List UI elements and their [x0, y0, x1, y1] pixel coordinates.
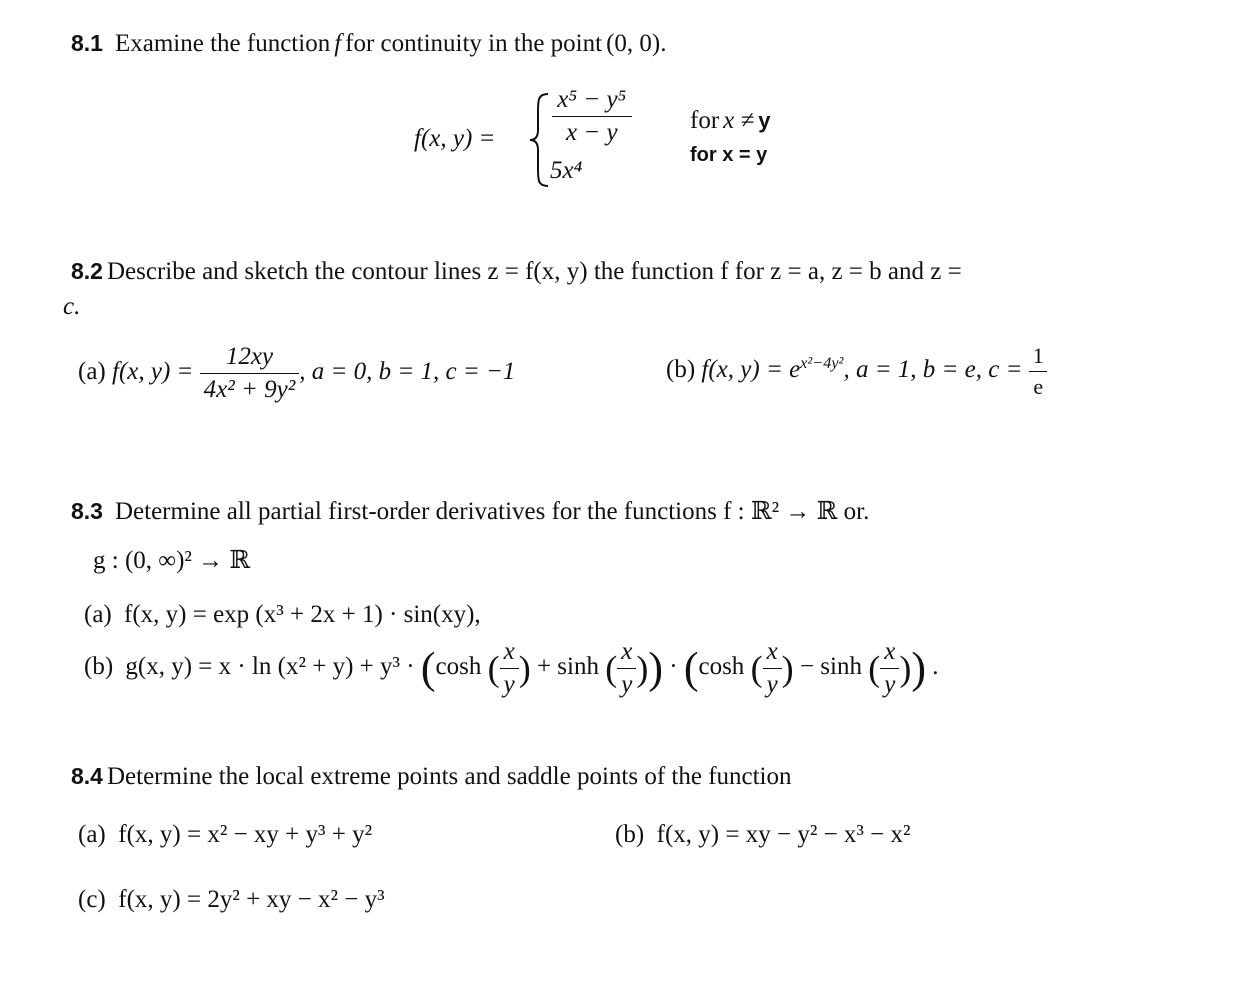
subproblem-label: (b) [666, 356, 696, 384]
point-value: (0, 0). [606, 30, 667, 57]
subproblem-8-4-c: (c) f(x, y) = 2y² + xy − x² − y³ [78, 886, 385, 913]
problem-text: Describe and sketch the contour lines z = f(x, y) the function f for z = a, z = b and z = [106, 258, 962, 285]
case1-denominator: x − y [552, 116, 632, 147]
paren-open: ( [420, 643, 436, 693]
case2-condition: for x = y [690, 144, 768, 166]
formula-lhs: f(x, y) = e [701, 356, 801, 384]
problem-text: Determine the local extreme points and saddle points of the function [106, 763, 792, 790]
subproblem-8-3-b [84, 638, 938, 699]
formula-params: , a = 0, b = 1, c = −1 [299, 358, 516, 386]
problem-text: for continuity in the point [345, 30, 603, 57]
fraction-denominator: y [500, 668, 519, 699]
left-brace-icon [528, 92, 552, 188]
paren-open: ( [605, 648, 618, 689]
fraction-numerator: 12xy [225, 343, 274, 370]
paren-close: ) [648, 643, 663, 693]
subproblem-8-4-b: (b) f(x, y) = xy − y² − x³ − x² [615, 821, 911, 848]
problem-8-2-heading [71, 258, 962, 286]
paren-open: ( [487, 648, 500, 689]
paren-close: ) [518, 648, 531, 689]
formula-exponent: x²−4y² [800, 353, 844, 372]
formula-params: , a = 1, b = e, c = [843, 356, 1023, 384]
paren-open: ( [868, 648, 881, 689]
formula-lhs: f(x, y) = [112, 358, 194, 386]
subproblem-label: (a) [78, 358, 106, 386]
fraction-numerator: x [766, 638, 778, 665]
sinh-label: sinh [820, 653, 862, 681]
paren-open: ( [750, 648, 763, 689]
formula-prefix: g(x, y) = x · ln (x² + y) + y³ · [125, 653, 415, 681]
problem-8-3-heading [71, 496, 869, 526]
condition-math: x ≠ [723, 107, 755, 134]
fraction-numerator: x [884, 638, 896, 665]
fraction-denominator: y [617, 668, 636, 699]
paren-close: ) [911, 643, 926, 693]
paren-close: ) [899, 648, 912, 689]
problem-text: Examine the function [114, 30, 331, 57]
operator: + [536, 653, 552, 681]
subproblem-8-4-a: (a) f(x, y) = x² − xy + y³ + y² [78, 821, 373, 848]
paren-close: ) [781, 648, 794, 689]
problem-8-1-heading [71, 30, 666, 58]
period: . [932, 653, 939, 681]
case1-condition [690, 107, 770, 135]
problem-number: 8.3 [71, 498, 103, 524]
fraction-denominator: e [1029, 371, 1047, 400]
cosh-label: cosh [698, 653, 745, 681]
operator: − [799, 653, 815, 681]
problem-text-continuation: c. [63, 293, 81, 320]
problem-number: 8.4 [71, 763, 103, 789]
operator: · [669, 653, 678, 681]
case1-fraction [552, 86, 632, 147]
piecewise-lhs: f(x, y) = [414, 125, 496, 152]
function-symbol: f [334, 30, 342, 57]
problem-text: Determine all partial first-order derivatives for the functions f : ℝ² → ℝ or. [114, 498, 870, 525]
subproblem-8-3-a [84, 601, 481, 629]
problem-8-4-heading [71, 763, 792, 791]
cosh-label: cosh [435, 653, 482, 681]
subproblem-8-2-b [666, 343, 1048, 400]
condition-word: for [690, 107, 720, 134]
subproblem-label: (b) [84, 653, 114, 681]
formula: f(x, y) = exp (x³ + 2x + 1) · sin(xy), [124, 601, 481, 628]
subproblem-label: (a) [84, 601, 112, 628]
fraction-denominator: y [880, 668, 899, 699]
condition-y: y [758, 108, 771, 133]
problem-text-continuation: g : (0, ∞)² → ℝ [93, 547, 251, 574]
fraction-numerator: 1 [1032, 343, 1044, 368]
paren-open: ( [683, 643, 699, 693]
case1-numerator: x⁵ − y⁵ [557, 86, 627, 113]
case2-expression: 5x⁴ [550, 157, 583, 184]
paren-close: ) [636, 648, 649, 689]
problem-number: 8.2 [71, 258, 103, 284]
problem-number: 8.1 [71, 30, 103, 56]
fraction-denominator: 4x² + 9y² [200, 373, 300, 404]
fraction-denominator: y [763, 668, 782, 699]
fraction-numerator: x [503, 638, 515, 665]
subproblem-8-2-a [78, 343, 515, 404]
sinh-label: sinh [557, 653, 599, 681]
fraction-numerator: x [621, 638, 633, 665]
